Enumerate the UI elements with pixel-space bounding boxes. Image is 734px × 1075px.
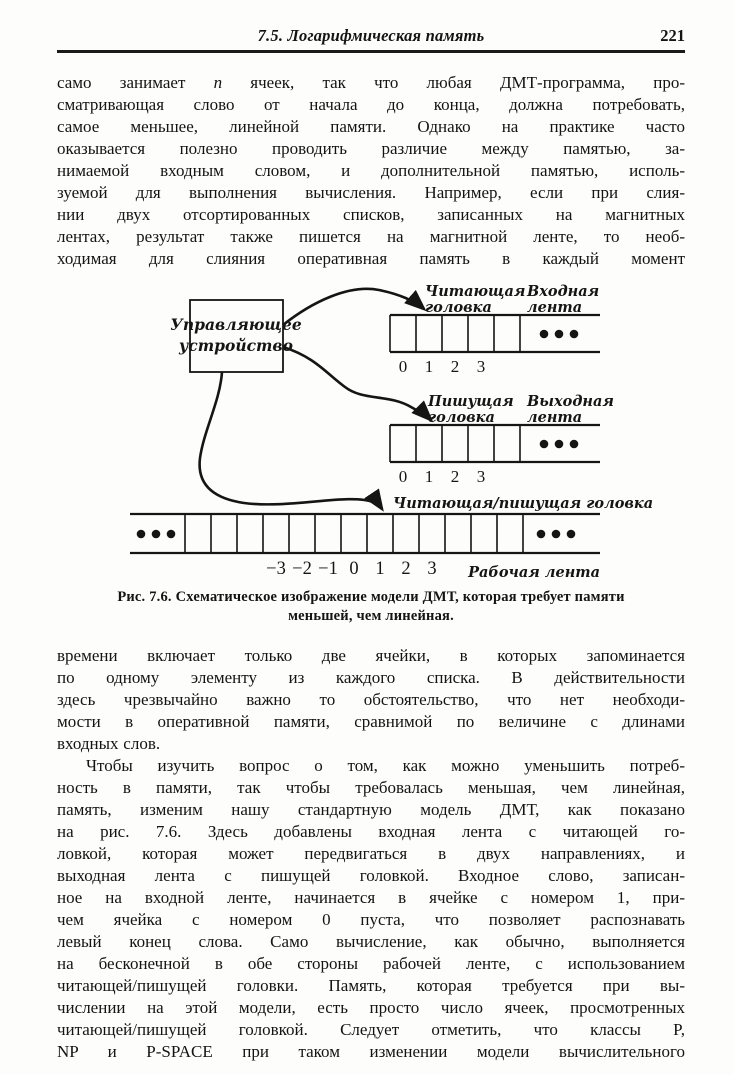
text-line: NP и P-SPACE при таком изменении модели вычислительного — [57, 1042, 685, 1061]
caption-line: меньшей, чем линейная. — [288, 608, 454, 624]
writing-head-label-line2: головка — [428, 409, 495, 426]
text-line: здесь чрезвычайно важно то обстоятельство, что нет необходи- — [57, 690, 685, 709]
text-line: входных слов. — [57, 734, 161, 753]
output-tape-ellipsis — [540, 440, 579, 449]
output-cell-number: 1 — [424, 467, 434, 486]
work-tape-lines — [130, 514, 600, 553]
output-tape-name-line2: лента — [527, 409, 583, 426]
text-line: на бесконечной в обе стороны рабочей ленте, с использованием — [57, 954, 685, 973]
input-tape — [390, 283, 600, 376]
text-line: ловкой, которая может передвигаться в двух направлениях, и — [57, 844, 685, 863]
text-line: читающей/пишущей головкой. Следует отметить, что классы P, — [57, 1020, 685, 1039]
input-cell-number: 3 — [476, 357, 486, 376]
text-line: левый конец слова. Само вычисление, как обычно, выполняется — [57, 932, 685, 951]
figure-7-6 — [57, 281, 685, 594]
arrow-to-input-tape — [283, 289, 424, 325]
input-tape-ellipsis — [540, 330, 579, 339]
read-write-head-label: Читающая/пишущая головка — [393, 495, 654, 512]
work-cell-number: 2 — [401, 559, 411, 579]
text-line: Чтобы изучить вопрос о том, как можно уменьшить потреб- — [86, 756, 685, 775]
text-line: нимаемой входным словом, и дополнительной памятью, исполь- — [57, 161, 685, 180]
text-line: оказывается полезно проводить различие между памятью, за- — [57, 139, 685, 158]
output-tape-cells — [390, 425, 520, 462]
text-line: самое меньшее, линейной памяти. Однако на практике часто — [57, 117, 685, 136]
text-line: мости в оперативной памяти, сравнимой по величине с длинами — [57, 712, 685, 731]
control-unit-label-line1: Управляющее — [170, 315, 302, 334]
text-line: числении на этой модели, есть просто число ячеек, просмотренных — [57, 998, 685, 1017]
page-number: 221 — [660, 26, 685, 45]
work-cell-number: 1 — [375, 559, 385, 579]
text-line: по одному элементу из каждого списка. В действительности — [57, 668, 685, 687]
work-tape-ellipsis-right — [537, 530, 576, 539]
input-cell-number: 1 — [424, 357, 434, 376]
output-cell-number: 2 — [450, 467, 460, 486]
text-line: ходимая для слияния оперативная память в каждый момент — [57, 249, 685, 268]
writing-head-label-line1: Пишущая — [428, 393, 514, 410]
text-line: зуемой для выполнения вычисления. Например, если при слия- — [57, 183, 685, 202]
input-cell-number: 0 — [398, 357, 408, 376]
figure-7-6-diagram — [57, 281, 685, 589]
caption-line: Рис. 7.6. Схематическое изображение модели ДМТ, которая требует памяти — [117, 589, 625, 605]
arrow-to-output-tape — [283, 347, 431, 420]
text-line: времени включает только две ячейки, в которых запоминается — [57, 646, 685, 665]
input-cell-number: 2 — [450, 357, 460, 376]
figure-caption — [57, 588, 685, 626]
text-segment: ячеек, так что любая ДМТ-программа, про- — [222, 73, 685, 92]
text-line — [57, 72, 685, 94]
work-cell-number: 3 — [427, 559, 437, 579]
input-tape-name-line2: лента — [527, 299, 583, 316]
work-cell-number: −3 — [266, 559, 286, 579]
text-line: на рис. 7.6. Здесь добавлены входная лента с читающей го- — [57, 822, 685, 841]
control-unit-label-line2: устройство — [179, 336, 293, 355]
work-tape-name: Рабочая лента — [468, 564, 600, 581]
work-tape — [130, 495, 653, 581]
input-tape-lines — [390, 315, 600, 352]
math-variable-n: n — [213, 73, 223, 92]
work-cell-number: −2 — [292, 559, 312, 579]
output-tape-lines — [390, 425, 600, 462]
work-tape-cells — [185, 514, 523, 553]
header-rule — [57, 50, 685, 53]
text-line: память, изменим нашу стандартную модель ДМТ, как показано — [57, 800, 685, 819]
reading-head-label-line1: Читающая — [425, 283, 526, 300]
text-line: ность в памяти, так чтобы требовалась меньшая, чем линейная, — [57, 778, 685, 797]
paragraph-3 — [57, 755, 685, 1063]
input-tape-name-line1: Входная — [527, 283, 600, 300]
paragraph-1 — [57, 72, 685, 270]
paragraph-2 — [57, 645, 685, 755]
text-line: выходная лента с пишущей головкой. Входное слово, записан- — [57, 866, 685, 885]
work-tape-ellipsis-left — [137, 530, 176, 539]
output-tape — [390, 393, 614, 486]
output-cell-number: 0 — [398, 467, 408, 486]
text-line: ное на входной ленте, начинается в ячейке с номером 1, при- — [57, 888, 685, 907]
text-line: чем ячейка с номером 0 пуста, что позволяет распознавать — [57, 910, 685, 929]
text-segment: само занимает — [57, 73, 214, 92]
work-cell-number: 0 — [349, 559, 359, 579]
reading-head-label-line2: головка — [425, 299, 492, 316]
text-line: сматривающая слово от начала до конца, должна потребовать, — [57, 95, 685, 114]
text-line: читающей/пишущей головки. Память, которая требуется при вы- — [57, 976, 685, 995]
work-cell-number: −1 — [318, 559, 338, 579]
text-line: лентах, результат также пишется на магнитной ленте, то необ- — [57, 227, 685, 246]
output-cell-number: 3 — [476, 467, 486, 486]
output-tape-name-line1: Выходная — [527, 393, 614, 410]
input-tape-cells — [390, 315, 520, 352]
running-head-title: 7.5. Логарифмическая память — [257, 26, 485, 45]
text-line: нии двух отсортированных списков, записанных на магнитных — [57, 205, 685, 224]
